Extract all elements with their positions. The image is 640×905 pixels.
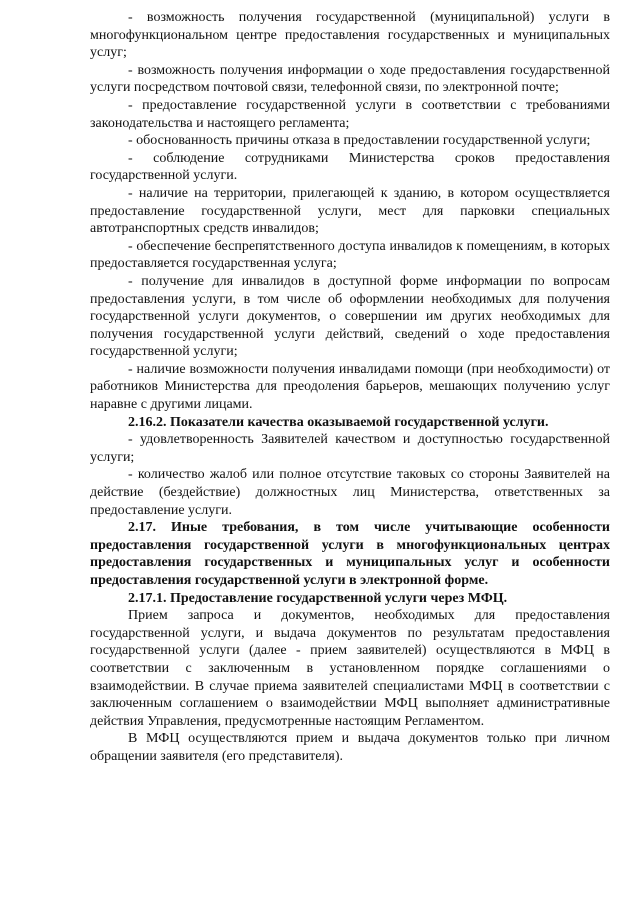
paragraph-compliance: - предоставление государственной услуги в соответствии с требованиями законодательства и настоящего регламента; <box>90 97 610 131</box>
paragraph-assistance: - наличие возможности получения инвалидами помощи (при необходимости) от работников Министерства для преодоления барьеров, мешающих получению услуг наравне с другими лицами. <box>90 361 610 413</box>
heading-2-17: 2.17. Иные требования, в том числе учитывающие особенности предоставления государственной услуги в многофункциональных центрах предоставления государственных и муниципальных услуг и особенности предоставления государственной услуги в электронной форме. <box>90 520 610 588</box>
paragraph-mfc-possibility: - возможность получения государственной (муниципальной) услуги в многофункциональном центре предоставления государственных и муниципальных услуг; <box>90 10 610 61</box>
paragraph-parking: - наличие на территории, прилегающей к зданию, в котором осуществляется предоставление государственной услуги, мест для парковки специальных автотранспортных средств инвалидов; <box>90 185 610 237</box>
paragraph-info-progress: - возможность получения информации о ходе предоставления государственной услуги посредством почтовой связи, телефонной связи, по электронной почте; <box>90 62 610 96</box>
paragraph-accessible-info: - получение для инвалидов в доступной форме информации по вопросам предоставления услуги, в том числе об оформлении необходимых для получения государственной услуги документов, о совершении им других необходимых для получения государственной услуги действий, сведений о ходе предоставления государственной услуги; <box>90 273 610 360</box>
paragraph-mfc-reception: Прием запроса и документов, необходимых для предоставления государственной услуги, и выдача документов по результатам предоставления государственной услуги (далее - прием заявителей) осуществляются в МФЦ в соответствии с заключенным в установленном порядке соглашениями о взаимодействии. В случае приема заявителей специалистами МФЦ в соответствии с заключенным соглашением о взаимодействии МФЦ выполняет административные действия Управления, предусмотренные настоящим Регламентом. <box>90 608 610 729</box>
heading-2-17-1: 2.17.1. Предоставление государственной услуги через МФЦ. <box>128 590 508 606</box>
paragraph-mfc-personal: В МФЦ осуществляются прием и выдача документов только при личном обращении заявителя (его представителя). <box>90 731 610 764</box>
heading-2-16-2: 2.16.2. Показатели качества оказываемой государственной услуги. <box>128 414 549 430</box>
paragraph-access: - обеспечение беспрепятственного доступа инвалидов к помещениям, в которых предоставляется государственная услуга; <box>90 238 610 272</box>
paragraph-refusal-reason: - обоснованность причины отказа в предоставлении государственной услуги; <box>128 133 591 149</box>
paragraph-complaints: - количество жалоб или полное отсутствие таковых со стороны Заявителей на действие (бездействие) должностных лиц Министерства, ответственных за предоставление услуги. <box>90 467 610 518</box>
paragraph-satisfaction: - удовлетворенность Заявителей качеством и доступностью государственной услуги; <box>90 432 610 465</box>
paragraph-deadlines: - соблюдение сотрудниками Министерства сроков предоставления государственной услуги. <box>90 150 610 184</box>
